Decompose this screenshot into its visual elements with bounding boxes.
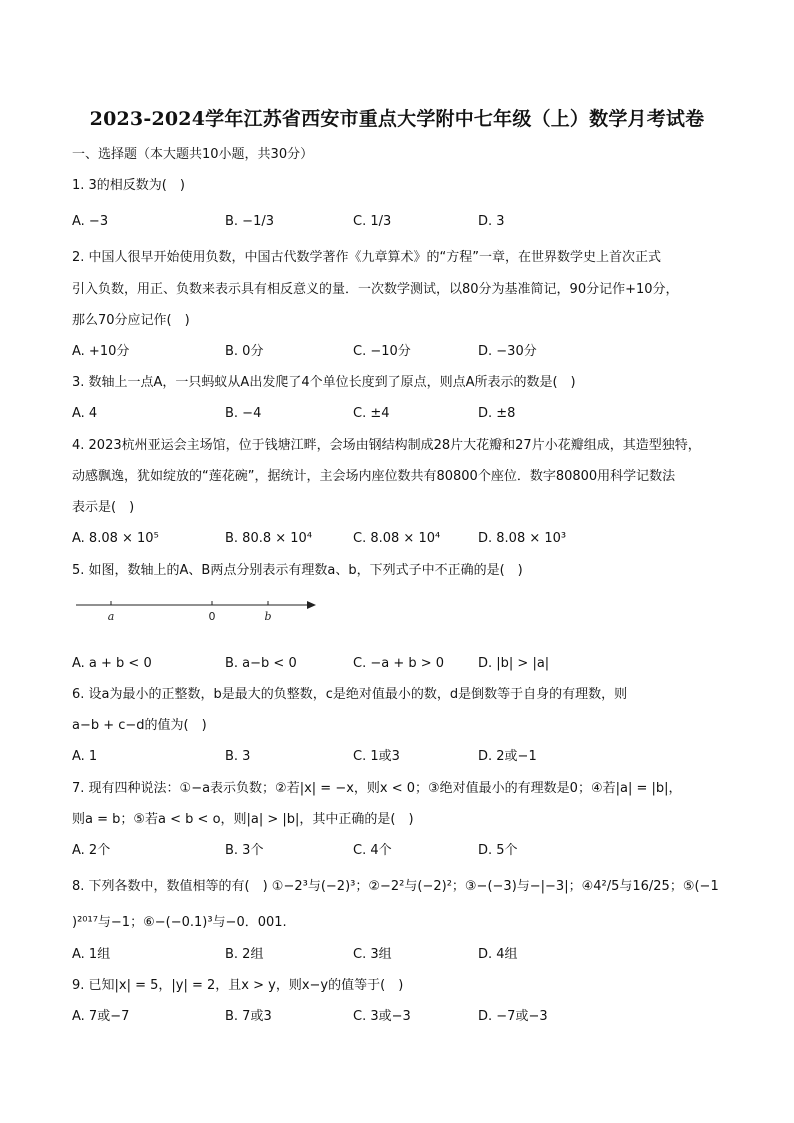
option-b: B. 0分 — [225, 344, 264, 359]
option-c: C. 3组 — [353, 947, 392, 962]
option-d: D. 2或−1 — [478, 749, 537, 764]
option-b: B. 80.8 × 10⁴ — [225, 531, 313, 546]
option-a: A. +10分 — [72, 344, 130, 359]
number-line-label-a: a — [107, 610, 115, 623]
option-c: C. 8.08 × 10⁴ — [353, 531, 441, 546]
option-a: A. 7或−7 — [72, 1009, 130, 1024]
option-d: D. ±8 — [478, 406, 516, 421]
question-9-text: 9. 已知|x| = 5，|y| = 2，且x > y，则x−y的值等于( ) — [72, 978, 404, 993]
question-2-line-1: 2. 中国人很早开始使用负数，中国古代数学著作《九章算术》的“方程”一章，在世界数学史上首次正式 — [72, 250, 662, 265]
option-b: B. −1/3 — [225, 214, 274, 229]
option-a: A. 1组 — [72, 947, 111, 962]
question-6-line-1: 6. 设a为最小的正整数，b是最大的负整数，c是绝对值最小的数，d是倒数等于自身的有理数，则 — [72, 687, 628, 702]
section-heading: 一、选择题（本大题共10小题，共30分） — [72, 147, 314, 162]
option-b: B. −4 — [225, 406, 262, 421]
question-8-line-2: )²⁰¹⁷与−1；⑥−(−0.1)³与−0．001. — [72, 915, 287, 930]
option-c: C. 1或3 — [353, 749, 400, 764]
question-2-line-2: 引入负数，用正、负数来表示具有相反意义的量．一次数学测试，以80分为基准简记，90分记作+10分， — [72, 282, 679, 297]
option-b: B. 3 — [225, 749, 251, 764]
question-3-text: 3. 数轴上一点A，一只蚂蚁从A出发爬了4个单位长度到了原点，则点A所表示的数是( ) — [72, 375, 576, 390]
option-d: D. 5个 — [478, 843, 518, 858]
option-b: B. 3个 — [225, 843, 264, 858]
option-d: D. 4组 — [478, 947, 518, 962]
option-a: A. 8.08 × 10⁵ — [72, 531, 159, 546]
option-d: D. −7或−3 — [478, 1009, 548, 1024]
option-d: D. 8.08 × 10³ — [478, 531, 567, 546]
option-c: C. 3或−3 — [353, 1009, 411, 1024]
question-7-line-2: 则a = b；⑤若a < b < o，则|a| > |b|，其中正确的是( ) — [72, 812, 414, 827]
exam-title: 2023-2024学年江苏省西安市重点大学附中七年级（上）数学月考试卷 — [89, 108, 705, 130]
option-c: C. 1/3 — [353, 214, 392, 229]
number-line-arrow — [307, 601, 316, 609]
option-d: D. |b| > |a| — [478, 656, 550, 671]
option-c: C. ±4 — [353, 406, 390, 421]
option-b: B. 7或3 — [225, 1009, 272, 1024]
option-c: C. −a + b > 0 — [353, 656, 445, 671]
question-8-line-1: 8. 下列各数中，数值相等的有( ) ①−2³与(−2)³；②−2²与(−2)²；③−(−3)与−|−3|；④4²/5与16/25；⑤(−1 — [72, 879, 719, 894]
option-a: A. a + b < 0 — [72, 656, 152, 671]
option-d: D. −30分 — [478, 344, 537, 359]
option-c: C. 4个 — [353, 843, 392, 858]
option-c: C. −10分 — [353, 344, 411, 359]
number-line-label-0: 0 — [208, 610, 216, 623]
option-a: A. 4 — [72, 406, 98, 421]
question-2-line-3: 那么70分应记作( ) — [72, 313, 190, 328]
number-line-label-b: b — [264, 610, 272, 623]
question-4-line-3: 表示是( ) — [72, 500, 135, 515]
option-d: D. 3 — [478, 214, 505, 229]
option-a: A. 1 — [72, 749, 98, 764]
question-7-line-1: 7. 现有四种说法：①−a表示负数；②若|x| = −x，则x < 0；③绝对值最小的有理数是0；④若|a| = |b|， — [72, 781, 682, 796]
question-4-line-1: 4. 2023杭州亚运会主场馆，位于钱塘江畔，会场由钢结构制成28片大花瓣和27片小花瓣组成，其造型独特， — [72, 438, 701, 453]
question-4-line-2: 动感飘逸，犹如绽放的“莲花碗”，据统计，主会场内座位数共有80800个座位．数字80800用科学记数法 — [72, 469, 676, 484]
question-6-line-2: a−b + c−d的值为( ) — [72, 718, 207, 733]
option-b: B. 2组 — [225, 947, 264, 962]
number-line-figure — [72, 596, 332, 628]
question-1-text: 1. 3的相反数为( ) — [72, 178, 185, 193]
option-a: A. 2个 — [72, 843, 111, 858]
question-5-text: 5. 如图，数轴上的A、B两点分别表示有理数a、b，下列式子中不正确的是( ) — [72, 563, 523, 578]
option-a: A. −3 — [72, 214, 109, 229]
option-b: B. a−b < 0 — [225, 656, 297, 671]
